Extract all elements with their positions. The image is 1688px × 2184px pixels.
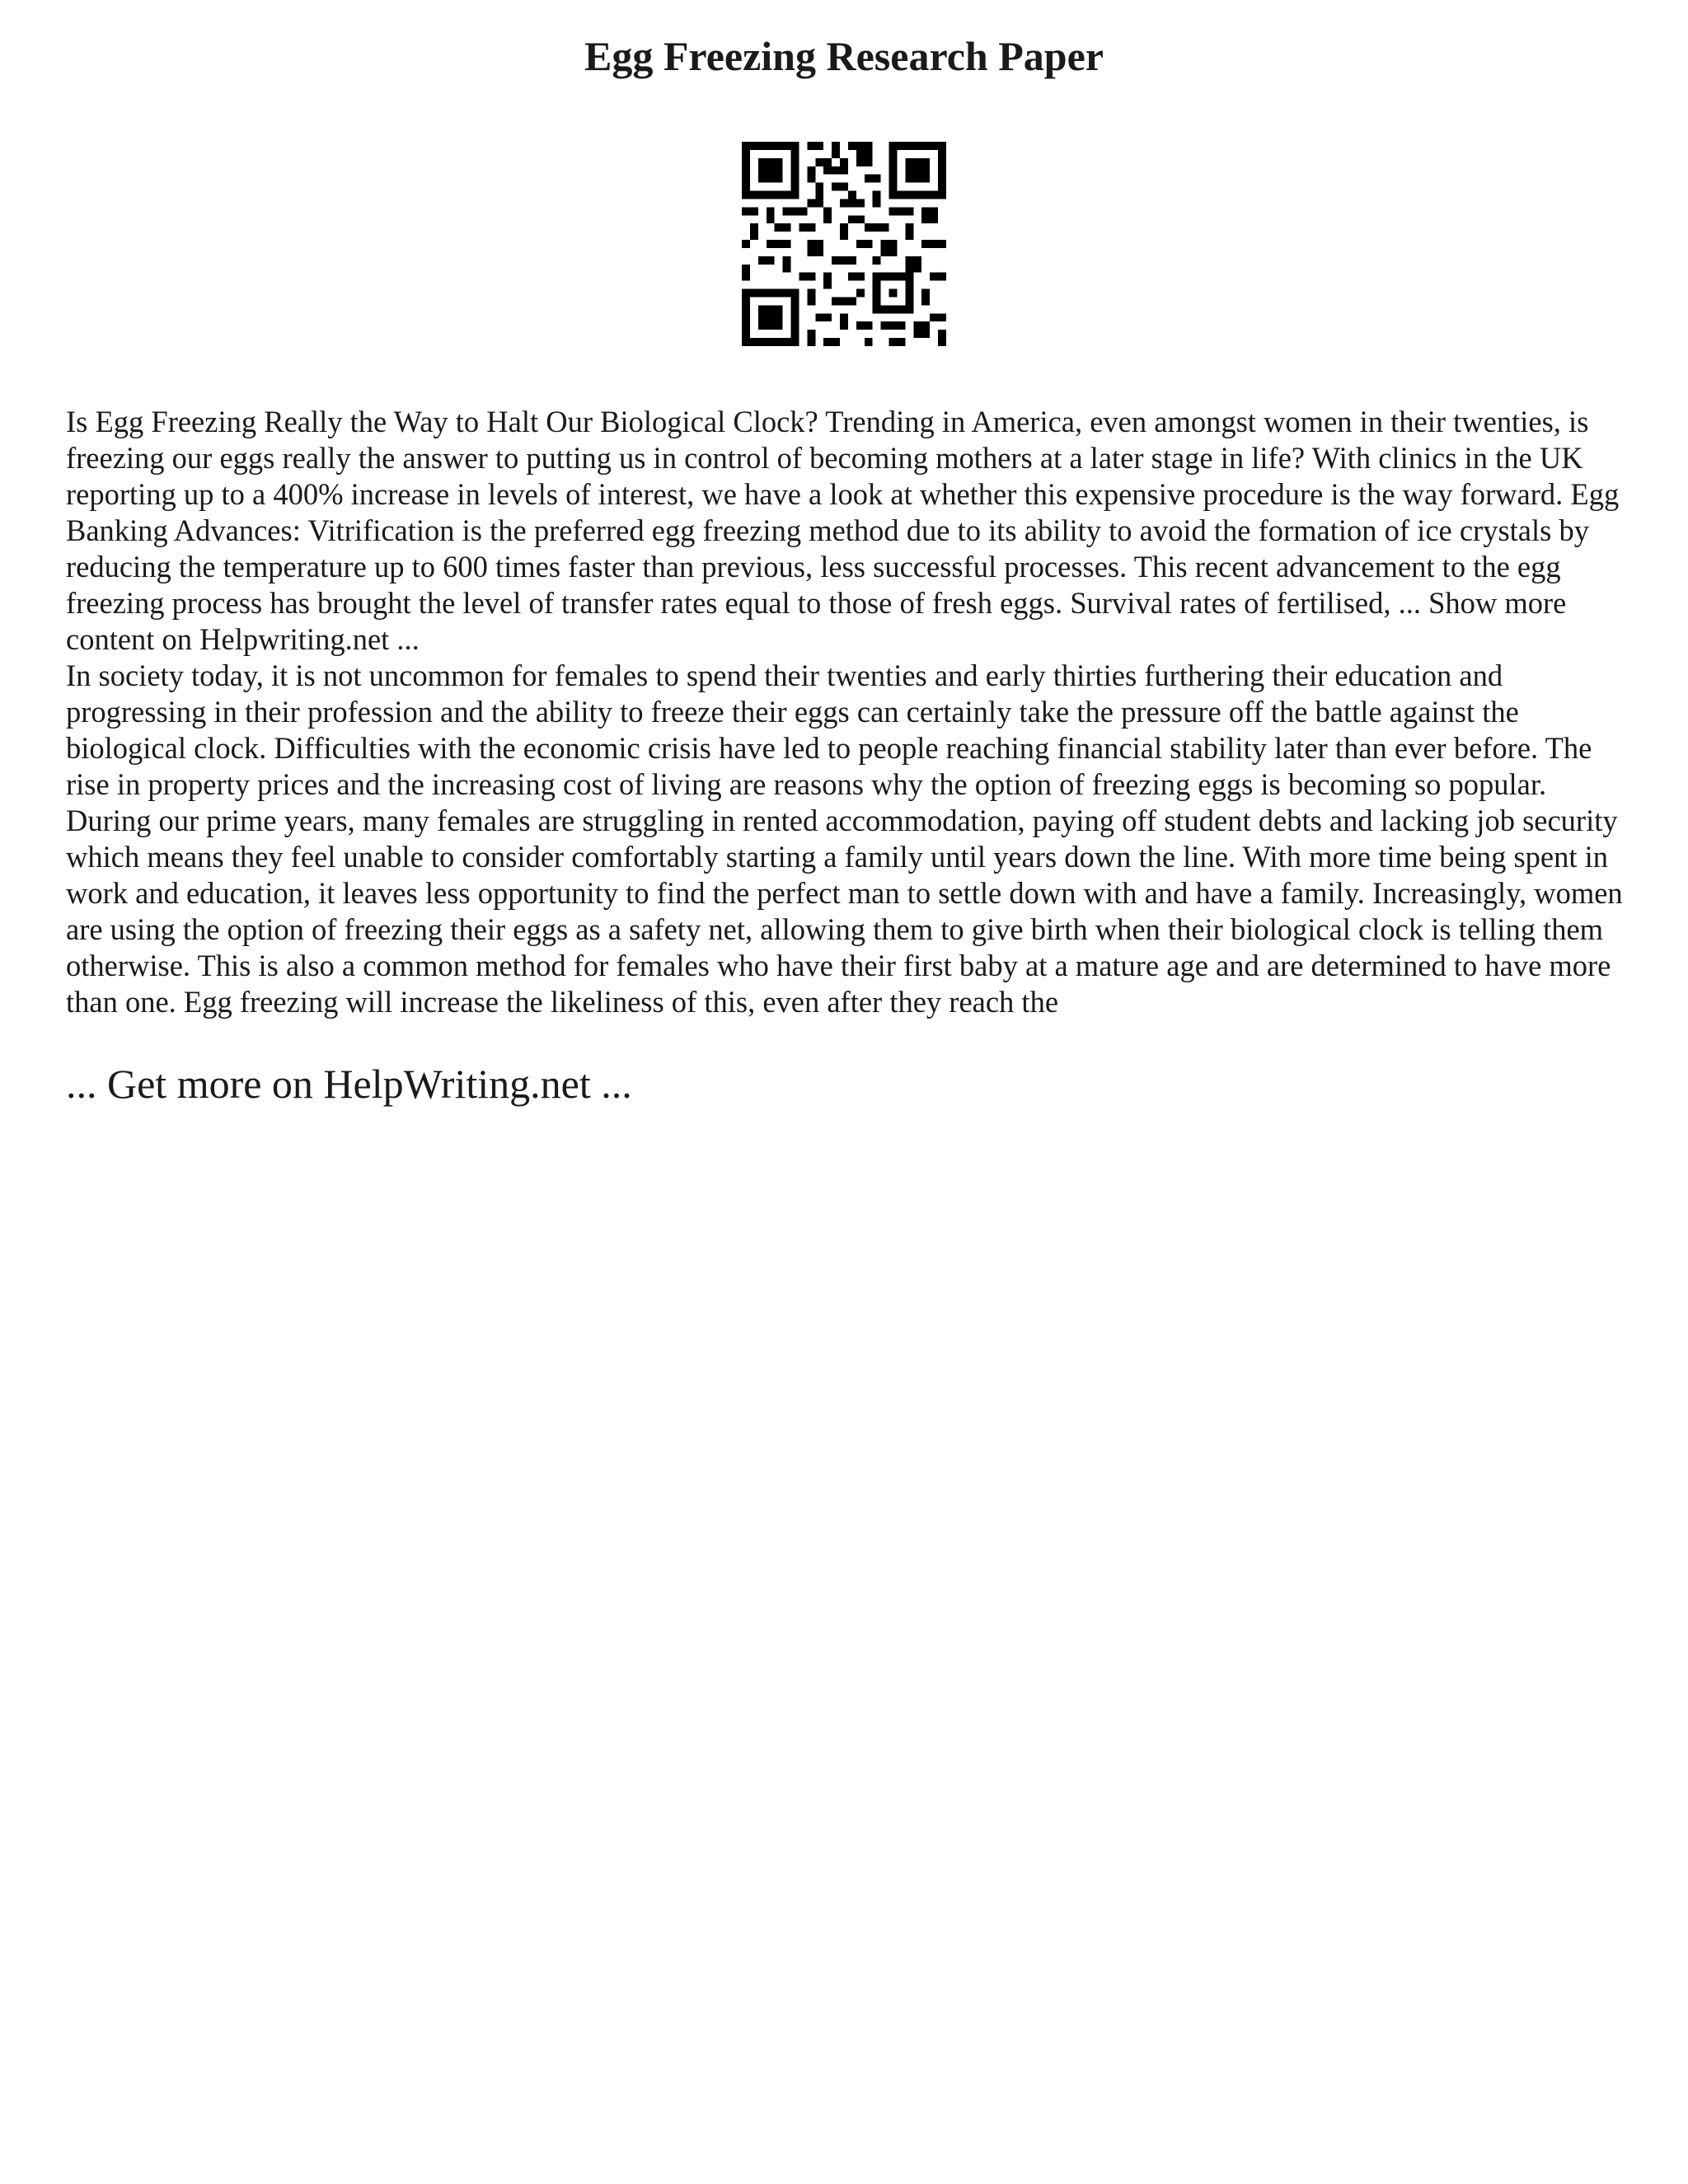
page-title: Egg Freezing Research Paper <box>584 33 1104 79</box>
article-body <box>66 404 1632 1020</box>
paragraph-intro: Is Egg Freezing Really the Way to Halt Our Biological Clock? Trending in America, even amongst women in their twenties, is freezing our eggs really the answer to putting us in control of becoming mothers at a later stage in life? With clinics in the UK reporting up to a 400% increase in levels of interest, we have a look at whether this expensive procedure is the way forward. Egg Banking Advances: Vitrification is the preferred egg freezing method due to its ability to avoid the formation of ice crystals by reducing the temperature up to 600 times faster than previous, less successful processes. This recent advancement to the egg freezing process has brought the level of transfer rates equal to those of fresh eggs. Survival rates of fertilised, ... Show more content on Helpwriting.net ... <box>66 405 1620 656</box>
paragraph-main: In society today, it is not uncommon for females to spend their twenties and early thirties furthering their education and progressing in their profession and the ability to freeze their eggs can certainly take the pressure off the battle against the biological clock. Difficulties with the economic crisis have led to people reaching financial stability later than ever before. The rise in property prices and the increasing cost of living are reasons why the option of freezing eggs is becoming so popular. During our prime years, many females are struggling in rented accommodation, paying off student debts and lacking job security which means they feel unable to consider comfortably starting a family until years down the line. With more time being spent in work and education, it leaves less opportunity to find the perfect man to settle down with and have a family. Increasingly, women are using the option of freezing their eggs as a safety net, allowing them to give birth when their biological clock is telling them otherwise. This is also a common method for females who have their first baby at a mature age and are determined to have more than one. Egg freezing will increase the likeliness of this, even after they reach the <box>66 658 1623 1019</box>
qr-code-icon[interactable] <box>742 142 946 346</box>
get-more-link[interactable]: ... Get more on HelpWriting.net ... <box>66 1061 632 1107</box>
